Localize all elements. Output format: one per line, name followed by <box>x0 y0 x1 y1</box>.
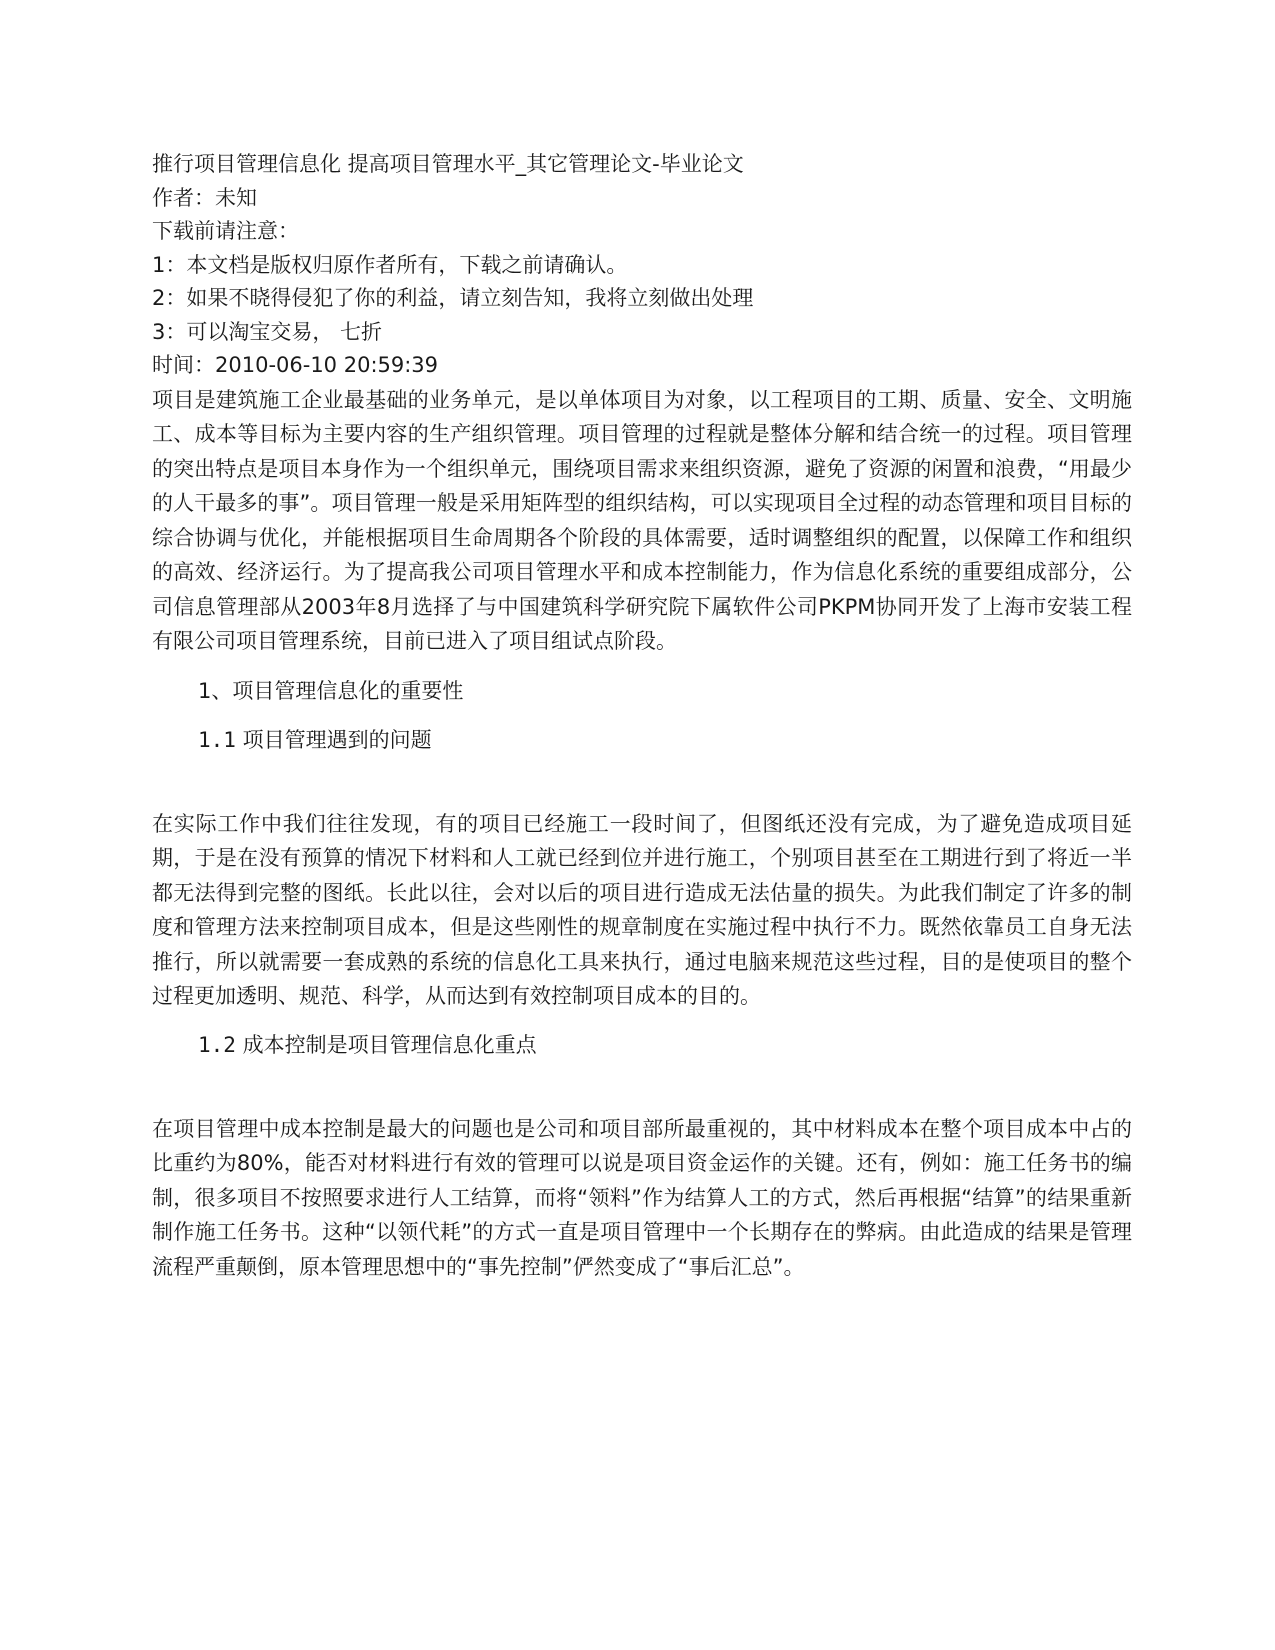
time-line: 时间：2010-06-10 20:59:39 <box>152 353 439 377</box>
section-heading-1: 1、项目管理信息化的重要性 <box>198 678 464 703</box>
section-title: 成本控制是项目管理信息化重点 <box>242 1032 537 1057</box>
document-page <box>152 148 1132 1284</box>
document-title: 推行项目管理信息化 提高项目管理水平_其它管理论文-毕业论文 <box>152 152 744 176</box>
paragraph-1-2: 在项目管理中成本控制是最大的问题也是公司和项目部所最重视的，其中材料成本在整个项目成本中占的比重约为80%，能否对材料进行有效的管理可以说是项目资金运作的关键。还有，例如：施工任务书的编制，很多项目不按照要求进行人工结算，而将“领料”作为结算人工的方式，然后再根据“结算”的结果重新制作施工任务书。这种“以领代耗”的方式一直是项目管理中一个长期存在的弊病。由此造成的结果是管理流程严重颠倒，原本管理思想中的“事先控制”俨然变成了“事后汇总”。 <box>152 1116 1132 1279</box>
section-heading-1-2 <box>152 1028 1132 1062</box>
section-heading-1-1 <box>152 723 1132 757</box>
section-number: 1.2 <box>198 1032 236 1057</box>
author-line: 作者：未知 <box>152 185 257 210</box>
section-number: 1.1 <box>198 727 236 752</box>
section-title: 项目管理遇到的问题 <box>242 727 432 752</box>
notice-item: 2：如果不晓得侵犯了你的利益，请立刻告知，我将立刻做出处理 <box>152 286 754 310</box>
notice-heading: 下载前请注意： <box>152 219 299 243</box>
intro-paragraph: 项目是建筑施工企业最基础的业务单元，是以单体项目为对象，以工程项目的工期、质量、安全、文明施工、成本等目标为主要内容的生产组织管理。项目管理的过程就是整体分解和结合统一的过程。项目管理的突出特点是项目本身作为一个组织单元，围绕项目需求来组织资源，避免了资源的闲置和浪费，“用最少的人干最多的事”。项目管理一般是采用矩阵型的组织结构，可以实现项目全过程的动态管理和项目目标的综合协调与优化，并能根据项目生命周期各个阶段的具体需要，适时调整组织的配置，以保障工作和组织的高效、经济运行。为了提高我公司项目管理水平和成本控制能力，作为信息化系统的重要组成部分，公司信息管理部从2003年8月选择了与中国建筑科学研究院下属软件公司PKPM协同开发了上海市安装工程有限公司项目管理系统，目前已进入了项目组试点阶段。 <box>152 387 1132 653</box>
notice-item: 1：本文档是版权归原作者所有，下载之前请确认。 <box>152 252 628 277</box>
paragraph-1-1: 在实际工作中我们往往发现，有的项目已经施工一段时间了，但图纸还没有完成，为了避免造成项目延期，于是在没有预算的情况下材料和人工就已经到位并进行施工，个别项目甚至在工期进行到了将近一半都无法得到完整的图纸。长此以往，会对以后的项目进行造成无法估量的损失。为此我们制定了许多的制度和管理方法来控制项目成本，但是这些刚性的规章制度在实施过程中执行不力。既然依靠员工自身无法推行，所以就需要一套成熟的系统的信息化工具来执行，通过电脑来规范这些过程，目的是使项目的整个过程更加透明、规范、科学，从而达到有效控制项目成本的目的。 <box>152 811 1132 1008</box>
notice-item: 3：可以淘宝交易， 七折 <box>152 319 383 344</box>
